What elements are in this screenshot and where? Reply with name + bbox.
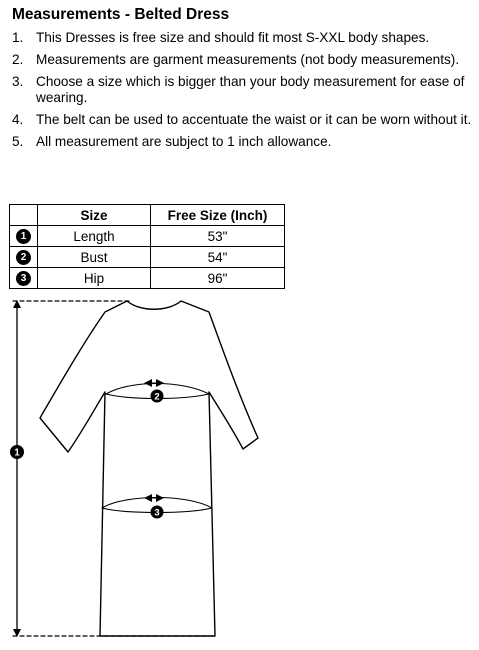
note-item: 2. Measurements are garment measurements (not body measurements). bbox=[12, 52, 460, 67]
number-badge: 2 bbox=[16, 250, 31, 265]
note-item: 5. All measurement are subject to 1 inch allowance. bbox=[12, 134, 332, 149]
table-row bbox=[10, 226, 285, 247]
row-value: 53" bbox=[151, 226, 285, 247]
bust-marker-number: 2 bbox=[154, 391, 160, 403]
note-item: 1. This Dresses is free size and should fit most S-XXL body shapes. bbox=[12, 30, 430, 45]
row-label: Hip bbox=[38, 268, 151, 289]
dress-outline bbox=[40, 301, 258, 636]
row-badge-cell bbox=[10, 268, 38, 289]
row-badge-cell bbox=[10, 247, 38, 268]
row-value: 96" bbox=[151, 268, 285, 289]
number-badge: 1 bbox=[16, 229, 31, 244]
row-label: Length bbox=[38, 226, 151, 247]
table-header-size: Size bbox=[38, 205, 151, 226]
notes-list bbox=[12, 30, 474, 156]
dress-diagram bbox=[0, 290, 479, 650]
table-header-row bbox=[10, 205, 285, 226]
table-header-free-size: Free Size (Inch) bbox=[151, 205, 285, 226]
table-header-blank bbox=[10, 205, 38, 226]
row-value: 54" bbox=[151, 247, 285, 268]
number-badge: 3 bbox=[16, 271, 31, 286]
row-label: Bust bbox=[38, 247, 151, 268]
page-title: Measurements - Belted Dress bbox=[12, 6, 230, 23]
hip-marker-number: 3 bbox=[154, 507, 160, 519]
table-row bbox=[10, 247, 285, 268]
length-marker-number: 1 bbox=[14, 447, 20, 459]
table-row bbox=[10, 268, 285, 289]
note-item: 3. Choose a size which is bigger than your body measurement for ease of wearing. bbox=[12, 74, 465, 105]
note-item: 4. The belt can be used to accentuate the waist or it can be worn without it. bbox=[12, 112, 472, 127]
row-badge-cell bbox=[10, 226, 38, 247]
size-table bbox=[9, 204, 285, 289]
